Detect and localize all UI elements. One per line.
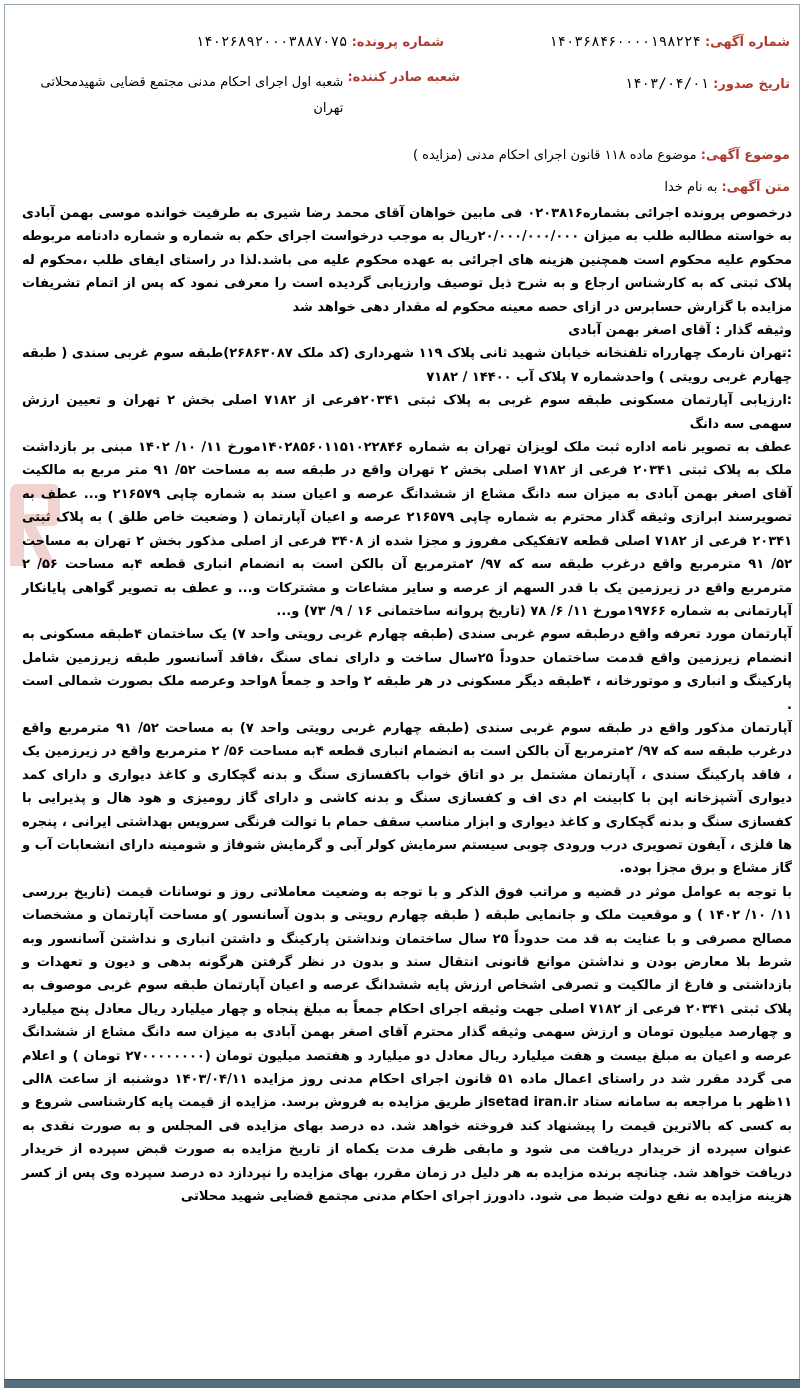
issue-date-label: تاریخ صدور:: [713, 77, 790, 92]
notice-number-row: [549, 34, 790, 50]
issue-date: ۱۴۰۳/۰۴/۰۱: [624, 76, 709, 92]
text-label: متن آگهی:: [721, 180, 790, 195]
issuer-label: شعبه صادر کننده:: [347, 70, 460, 85]
paragraph: وثیقه گذار : آقای اصغر بهمن آبادی: [568, 323, 792, 339]
text-label-row: [664, 180, 790, 195]
invocation: به نام خدا: [664, 180, 718, 195]
case-number-label: شماره پرونده:: [351, 35, 444, 50]
paragraph: عطف به تصویر نامه اداره ثبت ملک لویزان تهران به شماره ۱۴۰۲۸۵۶۰۱۱۵۱۰۲۲۸۴۶مورخ ۱۱/ ۱۰/ ۱۴۰۲ مبنی بر بازداشت ملک به پلاک ثبتی ۲۰۳۴۱ فرعی از ۷۱۸۲ اصلی بخش ۲ تهران واقع در طبقه سه به مساحت ۵۲/ ۹۱ متر مربع به مالکیت آقای اصغر بهمن آبادی به میزان سه دانگ مشاع از ششدانگ عرصه و اعیان سند به شماره چاپی ۲۱۶۵۷۹ و... عطف به تصویرسند ابرازی وثیقه گذار محترم به شماره چاپی ۲۱۶۵۷۹ عرصه و اعیان آپارتمان ( وضعیت خاص طلق ) به پلاک ثبتی ۲۰۳۴۱ فرعی از ۷۱۸۲ اصلی قطعه ۷تفکیکی مفروز و مجزا شده از ۳۴۰۸ فرعی از اصلی مذکور بخش ۲ تهران به مساحت ۵۲/ ۹۱ مترمربع واقع درغرب طبقه سه که ۹۷/ ۲مترمربع آن بالکن است به انضمام انباری قطعه ۴به مساحت ۵۶/ ۲ مترمربع واقع در زیرزمین یک با قدر السهم از عرصه و سایر مشاعات و مشترکات و... و عطف به تصویر گواهی پایانکار آپارتمانی به شماره ۱۹۷۶۶مورخ ۱۱/ ۶/ ۷۸ (تاریخ پروانه ساختمانی ۱۶ / ۹/ ۷۳) و...: [22, 440, 793, 619]
issuer-row: [13, 70, 460, 122]
notice-number-label: شماره آگهی:: [704, 35, 790, 50]
paragraph: درخصوص پرونده اجرائی بشماره۰۲۰۳۸۱۶ فی مابین خواهان آقای محمد رضا شیری به طرفیت خوانده موسی بهمن آبادی به خواسته مطالبه طلب به میزان ۲۰/۰۰۰/۰۰۰/۰۰۰ریال به موجب درخواست اجرای حکم به شماره و شماره دادنامه مربوطه محکوم علیه محکوم است همچنین هزینه های اجرائی به عهده محکوم علیه می باشد.لذا در راستای ایفای طلب ،محکوم له پلاک ثبتی که به کارشناس ارجاع و به شرح ذیل توصیف وارزیابی گردیده است را معرفی نمود که پس از اتمام تشریفات مزایده با گزارش حسابرس در ازای حصه معینه محکوم له مقدار دهی خواهد شد: [22, 206, 793, 315]
paragraph: :ارزیابی آپارتمان مسکونی طبقه سوم غربی به پلاک ثبتی ۲۰۳۴۱فرعی از ۷۱۸۲ اصلی بخش ۲ تهران و تعیین ارزش سهمی سه دانگ: [22, 393, 792, 432]
notice-body: [22, 202, 792, 1208]
case-number: ۱۴۰۲۶۸۹۲۰۰۰۳۸۸۷۰۷۵: [195, 34, 348, 50]
notice-number: ۱۴۰۳۶۸۴۶۰۰۰۰۱۹۸۲۲۴: [549, 34, 701, 50]
issue-date-row: [625, 76, 790, 92]
subject: موضوع ماده ۱۱۸ قانون اجرای احکام مدنی (مزایده ): [412, 148, 697, 163]
paragraph: با توجه به عوامل موثر در قضیه و مراتب فوق الذکر و با توجه به وضعیت معاملاتی روز و نوسانات قیمت (تاریخ بررسی ۱۱/ ۱۰/ ۱۴۰۲ ) و موقعیت ملک و جانمایی طبقه ( طبقه چهارم رویتی و بدون آسانسور )و مساحت آپارتمان و مشخصات مصالح مصرفی و با عنایت به قد مت حدوداً ۲۵ سال ساختمان ونداشتن پارکینگ و داشتن انباری و نداشتن آسانسور وبه شرط بلا معارض بودن و نداشتن موانع قانونی انتقال سند و بدون در نظر گرفتن هرگونه بدهی و دیون و تعهدات و بازداشتی و فارغ از مالکیت و تصرفی اشخاص ارزش پایه ششدانگ عرصه و اعیان آپارتمان طبقه سوم غربی موصوف به پلاک ثبتی ۲۰۳۴۱ فرعی از ۷۱۸۲ اصلی جهت وثیقه اجرای احکام جمعاً به مبلغ پنجاه و چهار میلیارد ریال معادل پنج میلیارد و چهارصد میلیون تومان و ارزش سهمی وثیقه گذار محترم آقای اصغر بهمن آبادی به میزان سه دانگ مشاع از ششدانگ عرصه و اعیان به مبلغ بیست و هفت میلیارد ریال معادل دو میلیارد و هفتصد میلیون تومان (۲۷۰۰۰۰۰۰۰۰ تومان ) و اعلام می گردد مقرر شد در راستای اعمال ماده ۵۱ قانون اجرای احکام مدنی روز مزایده ۱۴۰۳/۰۴/۱۱ دوشنبه از ساعت ۸الی ۱۱ظهر با مراجعه به سامانه ستاد setad iran.irاز طریق مزایده به فروش برسد. مزایده از قیمت پایه کارشناسی شروع و به کسی که بالاترین قیمت را پیشنهاد کند فروخته خواهد شد. ده درصد بهای مزایده فی المجلس و به صورت نقدی به عنوان سپرده از خریدار دریافت می شود و مابقی ظرف مدت یکماه از تاریخ مزایده به صورت قبض سپرده از خریدار دریافت خواهد شد. چنانچه برنده مزایده به هر دلیل در زمان مقرر، بهای مزایده را نپردازد ده درصد سپرده وی پس از کسر هزینه مزایده به نفع دولت ضبط می شود. دادورز اجرای احکام مدنی مجتمع قضایی شهید محلاتی: [22, 884, 793, 1205]
subject-label: موضوع آگهی:: [700, 148, 790, 163]
subject-row: [413, 148, 790, 163]
paragraph: آپارتمان مذکور واقع در طبقه سوم غربی سندی (طبقه چهارم غربی رویتی واحد ۷) به مساحت ۵۲/ ۹۱ مترمربع واقع درغرب طبقه سه که ۹۷/ ۲مترمربع آن بالکن است به انضمام انباری قطعه ۴به مساحت ۵۶/ ۲ مترمربع واقع در زیرزمین یک ، فاقد پارکینگ سندی ، آپارتمان مشتمل بر دو اتاق خواب باکفسازی سنگ و بدنه گچکاری و کاغذ دیواری و دارای کمد دیواری آشپزخانه اپن با کابینت ام دی اف و کفسازی سنگ و بدنه کاشی و دارای گاز رومیزی و هود هال و پذیرایی با کفسازی سنگ و بدنه گچکاری و کاغذ دیواری و ابزار مناسب سقف حمام با توالت فرنگی سرویس بهداشتی ایرانی ، پنجره ها فلزی ، آیفون تصویری درب ورودی چوبی سیستم سرمایش کولر آبی و گرمایش شوفاژ و شومینه دارای انشعابات آب و گاز مشاع و برق مجزا بوده.: [22, 720, 792, 877]
case-number-row: [196, 34, 444, 50]
paragraph: آپارتمان مورد تعرفه واقع درطبقه سوم غربی سندی (طبقه چهارم غربی رویتی واحد ۷) یک ساختمان ۴طبقه مسکونی به انضمام زیرزمین واقع قدمت ساختمان حدوداً ۲۵سال ساخت و دارای نمای سنگ ،فاقد آسانسور طبقه زیرزمین شامل پارکینگ و انباری و موتورخانه ، ۴طبقه دیگر مسکونی در هر طبقه ۲ واحد و جمعاً ۸واحد وعرصه ملک بصورت شمالی است .: [22, 627, 793, 713]
paragraph: :تهران نارمک چهارراه تلفنخانه خیابان شهید ثانی پلاک ۱۱۹ شهرداری (کد ملک ۲۶۸۶۳۰۸۷)طبقه سوم غربی سندی ( طبقه چهارم غربی رویتی ) واحدشماره ۷ پلاک آب ۱۴۴۰۰ / ۷۱۸۲: [22, 346, 792, 385]
bottom-scroll-bar: [4, 1379, 800, 1388]
issuer: شعبه اول اجرای احکام مدنی مجتمع قضایی شهیدمحلاتی تهران: [40, 75, 344, 116]
